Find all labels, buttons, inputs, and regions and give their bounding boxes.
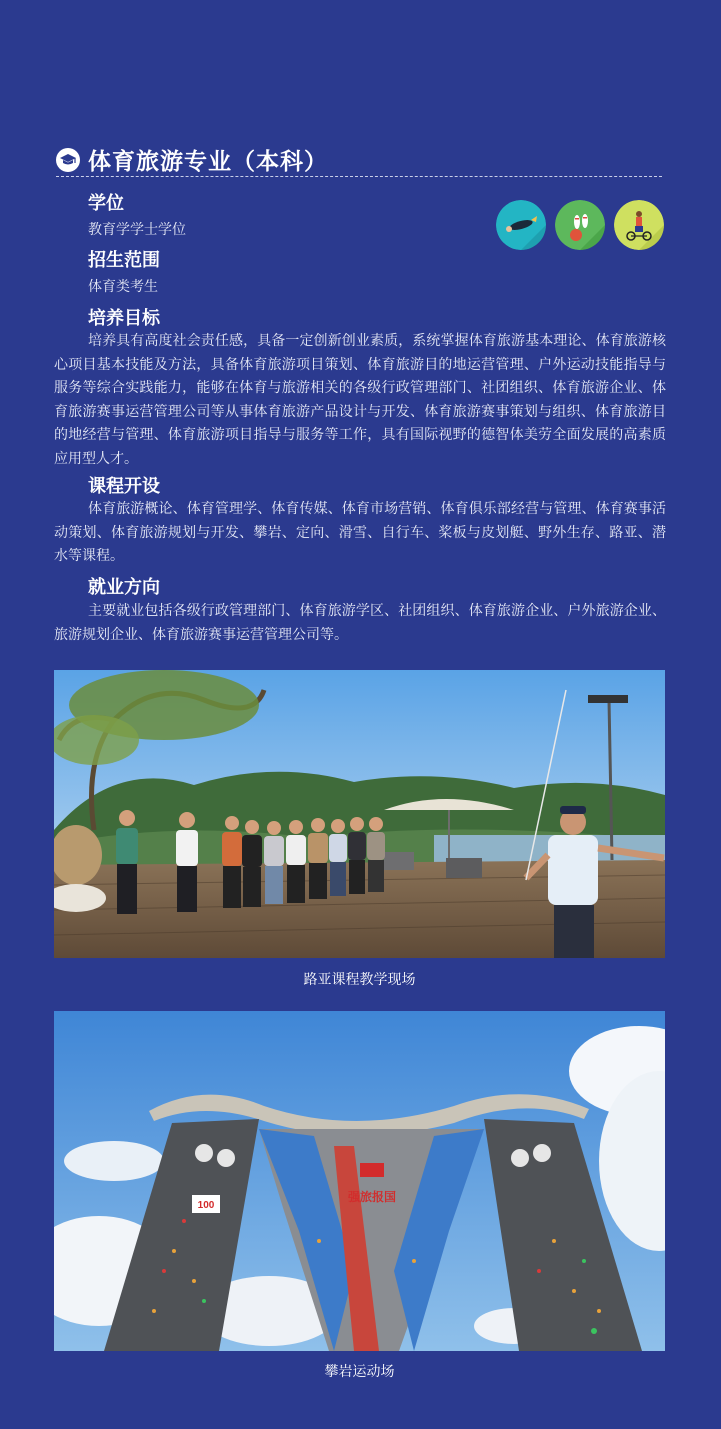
climbing-wall-photo (54, 1011, 665, 1351)
courses-heading: 课程开设 (88, 476, 160, 497)
enrollment-value: 体育类考生 (88, 279, 158, 295)
objectives-paragraph: 培养具有高度社会责任感，具备一定创新创业素质，系统掌握体育旅游基本理论、体育旅游核心项目基本技能及方法，具备体育旅游项目策划、体育旅游目的地运营管理、户外运动技能指导与服务等综合实践能力，能够在体育与旅游相关的各级行政管理部门、社团组织、体育旅游企业、体育旅游赛事运营管理公司等从事体育旅游产品设计与开发、体育旅游赛事策划与组织、体育旅游目的地经营与管理、体育旅游项目指导与服务等工作，具有国际视野的德智体美劳全面发展的高素质应用型人才。 (54, 333, 666, 467)
program-title: 体育旅游专业（本科） (88, 149, 328, 175)
title-divider (56, 176, 662, 177)
careers-paragraph: 主要就业包括各级行政管理部门、体育旅游学区、社团组织、体育旅游企业、户外旅游企业、旅游规划企业、体育旅游赛事运营管理公司等。 (54, 603, 666, 643)
courses-paragraph: 体育旅游概论、体育管理学、体育传媒、体育市场营销、体育俱乐部经营与管理、体育赛事活动策划、体育旅游规划与开发、攀岩、定向、滑雪、自行车、桨板与皮划艇、野外生存、路亚、潜水等课程。 (54, 501, 666, 564)
degree-heading: 学位 (88, 193, 124, 214)
fishing-photo-caption: 路亚课程教学现场 (303, 972, 416, 988)
bowling-icon (555, 200, 605, 250)
fishing-class-photo (54, 670, 665, 958)
climbing-photo-caption: 攀岩运动场 (324, 1364, 395, 1380)
wall-slogan: 强旅报国 (347, 1190, 397, 1204)
badge-100: 100 (197, 1200, 215, 1211)
careers-heading: 就业方向 (88, 577, 160, 598)
program-title-row (56, 143, 328, 176)
diving-icon (496, 200, 546, 250)
cycling-icon (614, 200, 664, 250)
graduation-cap-icon (56, 148, 80, 172)
enrollment-heading: 招生范围 (88, 250, 160, 271)
degree-value: 教育学学士学位 (88, 222, 186, 238)
sport-icons (496, 200, 664, 250)
objectives-heading: 培养目标 (88, 308, 160, 329)
